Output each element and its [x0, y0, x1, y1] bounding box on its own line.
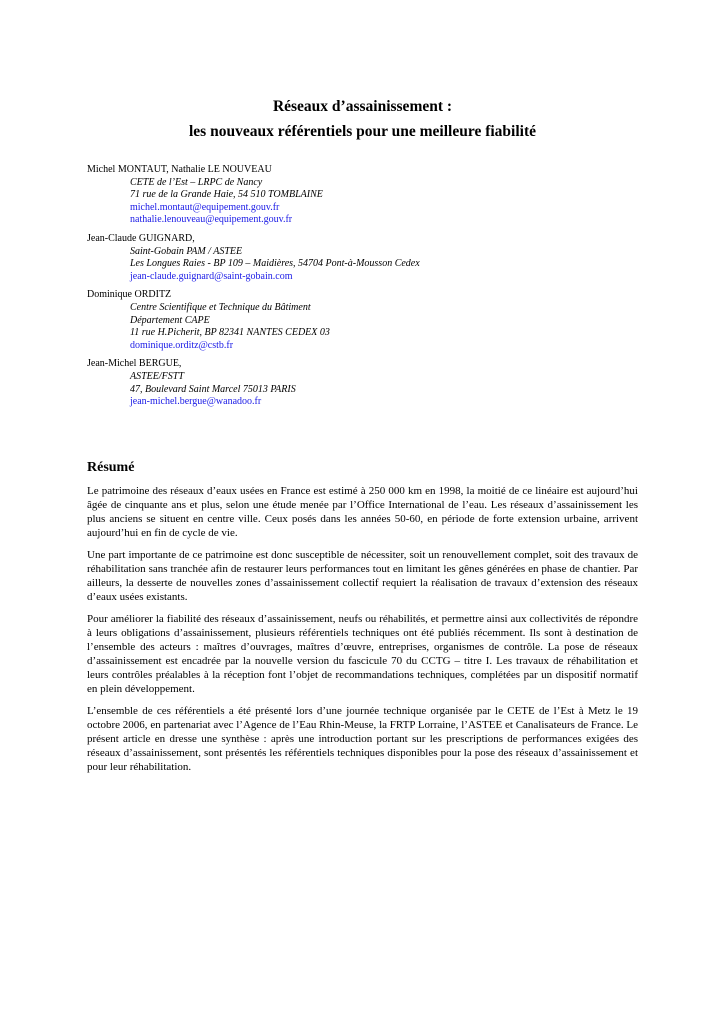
author-email-link[interactable]: dominique.orditz@cstb.fr — [130, 339, 234, 351]
author-address: Les Longues Raies - BP 109 – Maidières, 54704 Pont-à-Mousson Cedex — [130, 258, 420, 270]
author-email-link[interactable]: jean-claude.guignard@saint-gobain.com — [130, 270, 293, 282]
abstract-paragraph: Pour améliorer la fiabilité des réseaux d’assainissement, neufs ou réhabilités, et permettre ainsi aux collectivités de répondre à leurs obligations d’assainissement, plusieurs référentiels techniques ont été publiés récemment. Ils sont à destination de l’ensemble des acteurs : maîtres d’ouvrages, maîtres d’œuvre, entreprises, organismes de contrôle. La pose de réseaux d’assainissement est encadrée par la nouvelle version du fascicule 70 du CCTG – titre I. Les travaux de réhabilitation et leurs contrôles préalables à la réception font l’objet de recommandations techniques, complétées par un dispositif normatif en plein développement. — [87, 612, 638, 696]
author-email-link[interactable]: jean-michel.bergue@wanadoo.fr — [130, 396, 262, 408]
abstract-heading: Résumé — [87, 460, 135, 475]
author-email-link[interactable]: michel.montaut@equipement.gouv.fr — [130, 201, 280, 213]
author-group — [87, 233, 638, 283]
author-address: 71 rue de la Grande Haie, 54 510 TOMBLAINE — [130, 189, 323, 201]
title-line-1: Réseaux d’assainissement : — [272, 98, 453, 115]
abstract-paragraph: L’ensemble de ces référentiels a été présenté lors d’une journée technique organisée par le CETE de l’Est à Metz le 19 octobre 2006, en partenariat avec l’Agence de l’Eau Rhin-Meuse, la FRTP Lorraine, l’ASTEE et Canalisateurs de France. Le présent article en dresse une synthèse : après une introduction portant sur les prescriptions de performances exigées des réseaux d’assainissement, sont présentés les référentiels techniques disponibles pour la pose des réseaux d’assainissement et pour leur réhabilitation. — [87, 704, 638, 774]
abstract-paragraph: Le patrimoine des réseaux d’eaux usées en France est estimé à 250 000 km en 1998, la moitié de ce linéaire est aujourd’hui âgée de cinquante ans et plus, selon une étude menée par l’Office International de l’eau. Les réseaux d’assainissement les plus anciens se situent en centre ville. Ceux posés dans les années 50-60, en période de forte extension urbaine, arrivent aujourd’hui en fin de cycle de vie. — [87, 485, 638, 540]
title-line-2: les nouveaux référentiels pour une meilleure fiabilité — [189, 123, 536, 140]
author-affiliation: ASTEE/FSTT — [130, 370, 184, 382]
author-department: Département CAPE — [130, 314, 210, 326]
author-group — [87, 164, 638, 227]
author-group — [87, 289, 638, 352]
author-list — [87, 164, 638, 415]
author-address: 11 rue H.Picherit, BP 82341 NANTES CEDEX 03 — [130, 327, 330, 339]
author-group — [87, 358, 638, 408]
abstract-body — [87, 484, 638, 782]
author-names: Michel MONTAUT, Nathalie LE NOUVEAU — [87, 164, 272, 175]
author-names: Dominique ORDITZ — [87, 289, 172, 301]
author-affiliation: CETE de l’Est – LRPC de Nancy — [130, 176, 263, 188]
author-affiliation: Centre Scientifique et Technique du Bâtiment — [130, 301, 311, 313]
abstract-paragraph: Une part importante de ce patrimoine est donc susceptible de nécessiter, soit un renouvellement complet, soit des travaux de réhabilitation sans tranchée afin de restaurer leurs performances tout en limitant les gênes générées en phase de chantier. Par ailleurs, la desserte de nouvelles zones d’assainissement collectif requiert la réalisation de travaux d’extension des réseaux d’eaux usées existants. — [87, 548, 638, 604]
paper-title — [87, 94, 638, 144]
author-affiliation: Saint-Gobain PAM / ASTEE — [130, 245, 243, 257]
author-email-link[interactable]: nathalie.lenouveau@equipement.gouv.fr — [130, 214, 293, 226]
author-names: Jean-Claude GUIGNARD, — [87, 232, 195, 244]
author-names: Jean-Michel BERGUE, — [87, 358, 182, 370]
author-address: 47, Boulevard Saint Marcel 75013 PARIS — [130, 383, 296, 395]
